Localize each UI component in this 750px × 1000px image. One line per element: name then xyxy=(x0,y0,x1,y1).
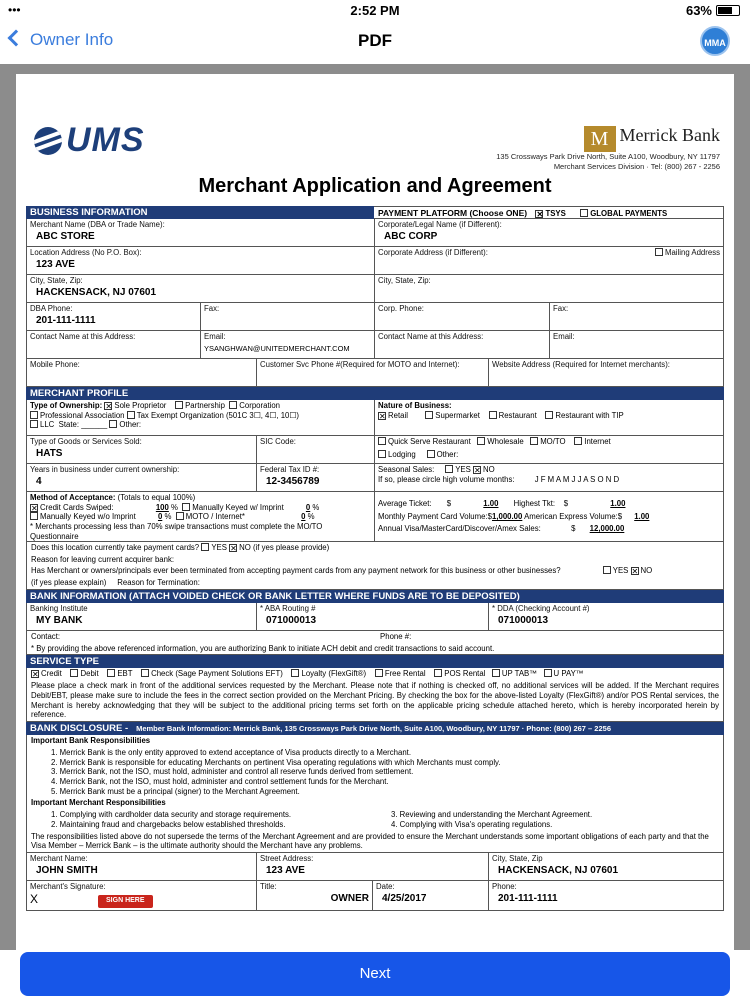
back-label: Owner Info xyxy=(30,30,114,49)
mobile-phone-field[interactable]: Mobile Phone: xyxy=(27,359,257,386)
merchant-responsibilities-title: Important Merchant Responsibilities xyxy=(26,797,724,809)
battery-icon xyxy=(716,5,740,16)
goods-services-field[interactable]: Type of Goods or Services Sold: HATS xyxy=(27,436,257,463)
document-title: Merchant Application and Agreement xyxy=(198,175,552,197)
list-item: 3. Merrick Bank, not the ISO, must hold, administer and control all reserve funds derived from settlement. xyxy=(51,767,414,777)
bank-address: 135 Crossways Park Drive North, Suite A100, Woodbury, NY 11797 xyxy=(496,152,720,161)
loyalty-checkbox[interactable] xyxy=(291,669,299,677)
terminated-question: Has Merchant or owners/principals ever been terminated from accepting payment cards from any payment network for this business or other businesses? YES ✕ NO xyxy=(26,565,724,577)
merrick-logo-icon: M xyxy=(584,126,616,152)
other-ownership-checkbox[interactable] xyxy=(109,420,117,428)
list-item: 2. Merrick Bank is responsible for educating Merchants on pertinent Visa operating regulations with which Merchants must comply. xyxy=(51,757,501,767)
nature-of-business: Nature of Business: ✕ Retail Supermarket Restaurant Restaurant with TIP xyxy=(378,401,624,421)
battery-percent: 63% xyxy=(685,3,712,18)
moto-internet-checkbox[interactable] xyxy=(176,512,184,520)
corporate-address-field[interactable]: Corporate Address (if Different): Mailing Address xyxy=(378,248,720,257)
corporation-checkbox[interactable] xyxy=(229,401,237,409)
dda-account-field[interactable]: * DDA (Checking Account #) 071000013 xyxy=(492,603,590,626)
tax-exempt-checkbox[interactable] xyxy=(127,411,135,419)
credit-checkbox[interactable]: ✕ xyxy=(32,670,39,680)
signer-phone-field[interactable]: Phone: 201-111-1111 xyxy=(492,882,558,904)
bank-contact-line[interactable]: Contact: Phone #: xyxy=(26,631,724,643)
seasonal-no-checkbox[interactable]: ✕ xyxy=(473,466,481,475)
years-in-business-field[interactable]: Years in business under current ownership: 4 xyxy=(27,464,257,491)
keyed-no-imprint-checkbox[interactable] xyxy=(30,512,38,520)
signer-name-field[interactable]: Merchant Name: JOHN SMITH xyxy=(27,853,257,880)
ebt-checkbox[interactable] xyxy=(107,669,115,677)
bank-division: Merchant Services Division · Tel: (800) 267 - 2256 xyxy=(553,162,720,172)
moto-checkbox[interactable] xyxy=(530,437,538,445)
aba-routing-field[interactable]: * ABA Routing # 071000013 xyxy=(257,603,489,630)
signature-field[interactable]: Merchant's Signature: X SIGN HERE xyxy=(27,881,257,910)
volume-info: Average Ticket: $ 1.00 Highest Tkt: $ 1.00 Monthly Payment Card Volume:$1,000.00 American Express Volume:$ 1.00 Annual Visa/MasterCard/Discover/Amex Sales: $ 12,000.00 xyxy=(378,499,650,534)
city-state-zip-field[interactable]: City, State, Zip: HACKENSACK, NJ 07601 xyxy=(27,275,375,302)
corp-fax-field[interactable]: Fax: xyxy=(553,304,569,313)
next-button[interactable]: Next xyxy=(20,952,730,996)
currently-no-checkbox[interactable]: ✕ xyxy=(230,544,237,553)
ums-logo: UMS xyxy=(34,119,145,162)
debit-checkbox[interactable] xyxy=(70,669,78,677)
globe-icon xyxy=(34,127,62,155)
application-form xyxy=(26,206,724,911)
status-bar xyxy=(0,0,750,22)
list-item: 2. Maintaining fraud and chargebacks below established thresholds. xyxy=(51,819,286,829)
global-payments-checkbox[interactable] xyxy=(580,209,588,217)
bottom-bar xyxy=(0,950,750,1000)
bank-info-heading: BANK INFORMATION (ATTACH VOIDED CHECK OR BANK LETTER WHERE FUNDS ARE TO BE DEPOSITED) xyxy=(26,590,724,603)
business-info-heading: BUSINESS INFORMATION xyxy=(26,206,374,219)
status-time: 2:52 PM xyxy=(350,3,400,18)
up-tab-checkbox[interactable] xyxy=(492,669,500,677)
bank-disclosure-heading: BANK DISCLOSURE - Member Bank Information: Merrick Bank, 135 Crossways Park Drive North, Suite A100, Woodbury, NY 11797 · Phone: (800) 267 – 2256 xyxy=(26,722,724,735)
dba-phone-field[interactable]: DBA Phone: 201-111-1111 xyxy=(27,303,201,330)
signer-street-field[interactable]: Street Address: 123 AVE xyxy=(257,853,489,880)
sole-proprietor-checkbox[interactable]: ✕ xyxy=(105,402,113,411)
list-item: 5. Merrick Bank must be a principal (signer) to the Merchant Agreement. xyxy=(51,786,300,796)
corporate-name-field[interactable]: Corporate/Legal Name (if Different): ABC CORP xyxy=(378,220,502,242)
sic-code-field[interactable]: SIC Code: xyxy=(257,436,375,463)
payment-platform: PAYMENT PLATFORM (Choose ONE) ✕ TSYS GLOBAL PAYMENTS xyxy=(374,206,724,219)
quick-serve-checkbox[interactable] xyxy=(378,437,386,445)
professional-association-checkbox[interactable] xyxy=(30,411,38,419)
current-processing: Does this location currently take payment cards? YES ✕ NO (if yes please provide) xyxy=(26,542,724,554)
list-item: 4. Merrick Bank, not the ISO, must hold, administer and control settlement funds for the Merchant. xyxy=(51,777,389,787)
free-rental-checkbox[interactable] xyxy=(375,669,383,677)
llc-checkbox[interactable] xyxy=(30,420,38,428)
list-item: 1. Complying with cardholder data security and storage requirements. xyxy=(51,810,292,820)
corp-phone-field[interactable]: Corp. Phone: xyxy=(375,303,550,330)
page-title: PDF xyxy=(358,31,392,50)
seasonal-yes-checkbox[interactable] xyxy=(445,465,453,473)
corp-email-field[interactable]: Email: xyxy=(553,332,575,341)
restaurant-tip-checkbox[interactable] xyxy=(545,411,553,419)
termination-explain[interactable]: (if yes please explain) Reason for Termination: xyxy=(26,577,724,590)
pos-rental-checkbox[interactable] xyxy=(434,669,442,677)
check-service-checkbox[interactable] xyxy=(141,669,149,677)
currently-yes-checkbox[interactable] xyxy=(201,543,209,551)
merrick-bank-header xyxy=(496,124,720,172)
location-address-field[interactable]: Location Address (No P.O. Box): 123 AVE xyxy=(27,247,375,274)
lodging-checkbox[interactable] xyxy=(378,450,386,458)
battery-indicator xyxy=(686,3,740,18)
list-item: 3. Reviewing and understanding the Merchant Agreement. xyxy=(391,810,593,820)
seasonal-sales: Seasonal Sales: YES ✕ NO If so, please circle high volume months: J F M A M J J A S O N D xyxy=(378,465,620,484)
pdf-viewer[interactable] xyxy=(0,64,750,950)
bank-responsibilities-list xyxy=(26,747,724,798)
terminated-yes-checkbox[interactable] xyxy=(603,566,611,574)
ach-note: * By providing the above referenced information, you are authorizing Bank to initiate ACH debit and credit transactions to said account. xyxy=(26,643,724,656)
bank-responsibilities-title: Important Bank Responsibilities xyxy=(26,735,724,747)
title-field[interactable]: Title: OWNER xyxy=(257,881,373,910)
cards-swiped-checkbox[interactable]: ✕ xyxy=(31,503,38,513)
reason-leaving[interactable]: Reason for leaving current acquirer bank: xyxy=(26,554,724,566)
internet-checkbox[interactable] xyxy=(574,437,582,445)
federal-tax-id-field[interactable]: Federal Tax ID #: 12-3456789 xyxy=(257,464,375,491)
merchant-profile-heading: MERCHANT PROFILE xyxy=(26,387,724,400)
app-logo-icon[interactable]: MMA xyxy=(700,26,730,56)
fax-field[interactable]: Fax: xyxy=(201,303,375,330)
service-type-heading: SERVICE TYPE xyxy=(26,655,724,668)
email-field[interactable]: Email: YSANGHWAN@UNITEDMERCHANT.COM xyxy=(201,331,375,358)
mailing-address-checkbox[interactable] xyxy=(655,248,663,256)
list-item: 1. Merrick Bank is the only entity approved to extend acceptance of Visa products directly to a Merchant. xyxy=(51,747,412,757)
supermarket-checkbox[interactable] xyxy=(425,411,433,419)
website-field[interactable]: Website Address (Required for Internet merchants): xyxy=(492,360,670,369)
u-pay-checkbox[interactable] xyxy=(544,669,552,677)
merchant-name-field[interactable]: Merchant Name (DBA or Trade Name): ABC STORE xyxy=(27,219,375,246)
customer-service-phone-field[interactable]: Customer Svc Phone #(Required for MOTO and Internet): xyxy=(257,359,489,386)
method-of-acceptance: Method of Acceptance: (Totals to equal 100%) ✕ Credit Cards Swiped: 100 % Manually Keyed w/ Imprint 0 % Manually Keyed w/o Imprint 0 % MOTO / Internet* 0 % * Merchants processing less than 70% swipe transactions must complete the MO/TO Questionnaire xyxy=(27,492,375,541)
sign-here-tab[interactable]: SIGN HERE xyxy=(98,895,153,908)
disclosure-closing: The responsibilities listed above do not supersede the terms of the Merchant Agreement and are provided to ensure the Merchant understands some important obligations of each party and that the Visa Member – Merrick Bank – is the ultimate authority should the Merchant have any problems. xyxy=(26,831,724,853)
signer-city-field[interactable]: City, State, Zip HACKENSACK, NJ 07601 xyxy=(492,854,619,876)
corporate-city-field[interactable]: City, State, Zip: xyxy=(378,276,431,285)
other-business-checkbox[interactable] xyxy=(427,450,435,458)
wholesale-checkbox[interactable] xyxy=(477,437,485,445)
pdf-page xyxy=(16,74,734,950)
bank-name: Merrick Bank xyxy=(619,125,720,145)
retail-checkbox[interactable]: ✕ xyxy=(379,411,386,421)
partnership-checkbox[interactable] xyxy=(175,401,183,409)
service-note: Please place a check mark in front of the additional services requested by the Merchant. Please note that if nothing is checked off, no additional services will be added. If the Merchant requires Debit/EBT, please make sure to include the fees in the correct section provided on the Merchant Pricing. By checking the box for the above-listed Loyalty (FlexGift®) and/or POS Rental services, the Merchant is hereby acknowledging that they will be subject to the additional pricing terms set forth on the applicable pricing schedule attached hereto, which is hereby incorporated herein by reference. xyxy=(26,680,724,722)
restaurant-checkbox[interactable] xyxy=(489,411,497,419)
terminated-no-checkbox[interactable]: ✕ xyxy=(631,567,639,577)
keyed-imprint-checkbox[interactable] xyxy=(182,503,190,511)
nature-of-business-more: Quick Serve Restaurant Wholesale MO/TO Internet Lodging Other: xyxy=(375,436,723,463)
service-options: ✕ Credit Debit EBT Check (Sage Payment Solutions EFT) Loyalty (FlexGift®) Free Rental POS Rental UP TAB™ U PAY™ xyxy=(26,668,724,680)
date-field[interactable]: Date: 4/25/2017 xyxy=(373,881,489,910)
list-item: 4. Complying with Visa's operating regulations. xyxy=(391,819,553,829)
corp-contact-field[interactable]: Contact Name at this Address: xyxy=(375,331,550,358)
merchant-responsibilities-list xyxy=(26,809,724,830)
nav-bar xyxy=(0,22,750,64)
signal-wifi-icon: ••• xyxy=(8,3,21,17)
contact-name-field[interactable]: Contact Name at this Address: xyxy=(27,331,201,358)
banking-institute-field[interactable]: Banking Institute MY BANK xyxy=(27,603,257,630)
tsys-checkbox[interactable]: ✕ xyxy=(536,210,544,219)
ownership-type: Type of Ownership: ✕ Sole Proprietor Partnership Corporation Professional Association Tax Exempt Organization (501C 3☐, 4☐, 10☐) LLC State: ______ Other: xyxy=(27,400,375,435)
